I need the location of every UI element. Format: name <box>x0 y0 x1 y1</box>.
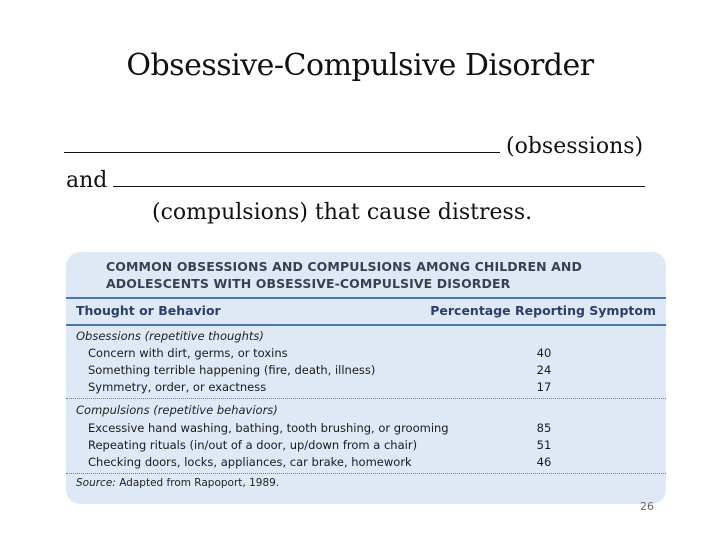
header-rule <box>66 297 666 299</box>
blank-obsessions <box>64 132 500 153</box>
table-title <box>106 258 646 292</box>
source-label: Source: <box>76 477 116 489</box>
fill-in-line-1 <box>64 132 643 159</box>
group-label-obsessions: Obsessions (repetitive thoughts) <box>76 329 264 343</box>
ocd-symptom-table <box>66 252 666 504</box>
fill-in-line-3: (compulsions) that cause distress. <box>152 200 533 225</box>
row-item: Symmetry, order, or exactness <box>88 380 267 394</box>
group-divider <box>66 398 666 399</box>
table-row <box>66 421 666 438</box>
row-percentage: 46 <box>536 455 552 469</box>
blank-compulsions <box>113 166 645 187</box>
table-title-line-2: ADOLESCENTS WITH OBSESSIVE-COMPULSIVE DISORDER <box>106 276 511 291</box>
column-header-rule <box>66 324 666 326</box>
row-item: Something terrible happening (fire, death, illness) <box>88 363 376 377</box>
row-percentage: 40 <box>536 346 552 360</box>
table-title-line-1: COMMON OBSESSIONS AND COMPULSIONS AMONG CHILDREN AND <box>106 259 582 274</box>
fill-in-line-2 <box>66 166 645 193</box>
group-label-compulsions: Compulsions (repetitive behaviors) <box>76 403 278 417</box>
row-item: Repeating rituals (in/out of a door, up/down from a chair) <box>88 438 418 452</box>
table-row <box>66 363 666 380</box>
page-number: 26 <box>640 500 654 513</box>
slide-title: Obsessive-Compulsive Disorder <box>126 48 594 83</box>
table-source <box>76 477 279 489</box>
table-row <box>66 455 666 472</box>
row-percentage: 24 <box>536 363 552 377</box>
and-label: and <box>66 168 108 193</box>
row-percentage: 51 <box>536 438 552 452</box>
table-row <box>66 380 666 397</box>
row-item: Excessive hand washing, bathing, tooth brushing, or grooming <box>88 421 449 435</box>
row-item: Concern with dirt, germs, or toxins <box>88 346 288 360</box>
column-header-percentage: Percentage Reporting Symptom <box>430 303 656 318</box>
row-percentage: 85 <box>536 421 552 435</box>
row-percentage: 17 <box>536 380 552 394</box>
source-divider <box>66 473 666 474</box>
table-row <box>66 438 666 455</box>
row-item: Checking doors, locks, appliances, car brake, homework <box>88 455 412 469</box>
obsessions-label: (obsessions) <box>506 134 644 159</box>
source-text: Adapted from Rapoport, 1989. <box>119 477 280 489</box>
table-row <box>66 346 666 363</box>
column-header-thought: Thought or Behavior <box>76 303 221 318</box>
